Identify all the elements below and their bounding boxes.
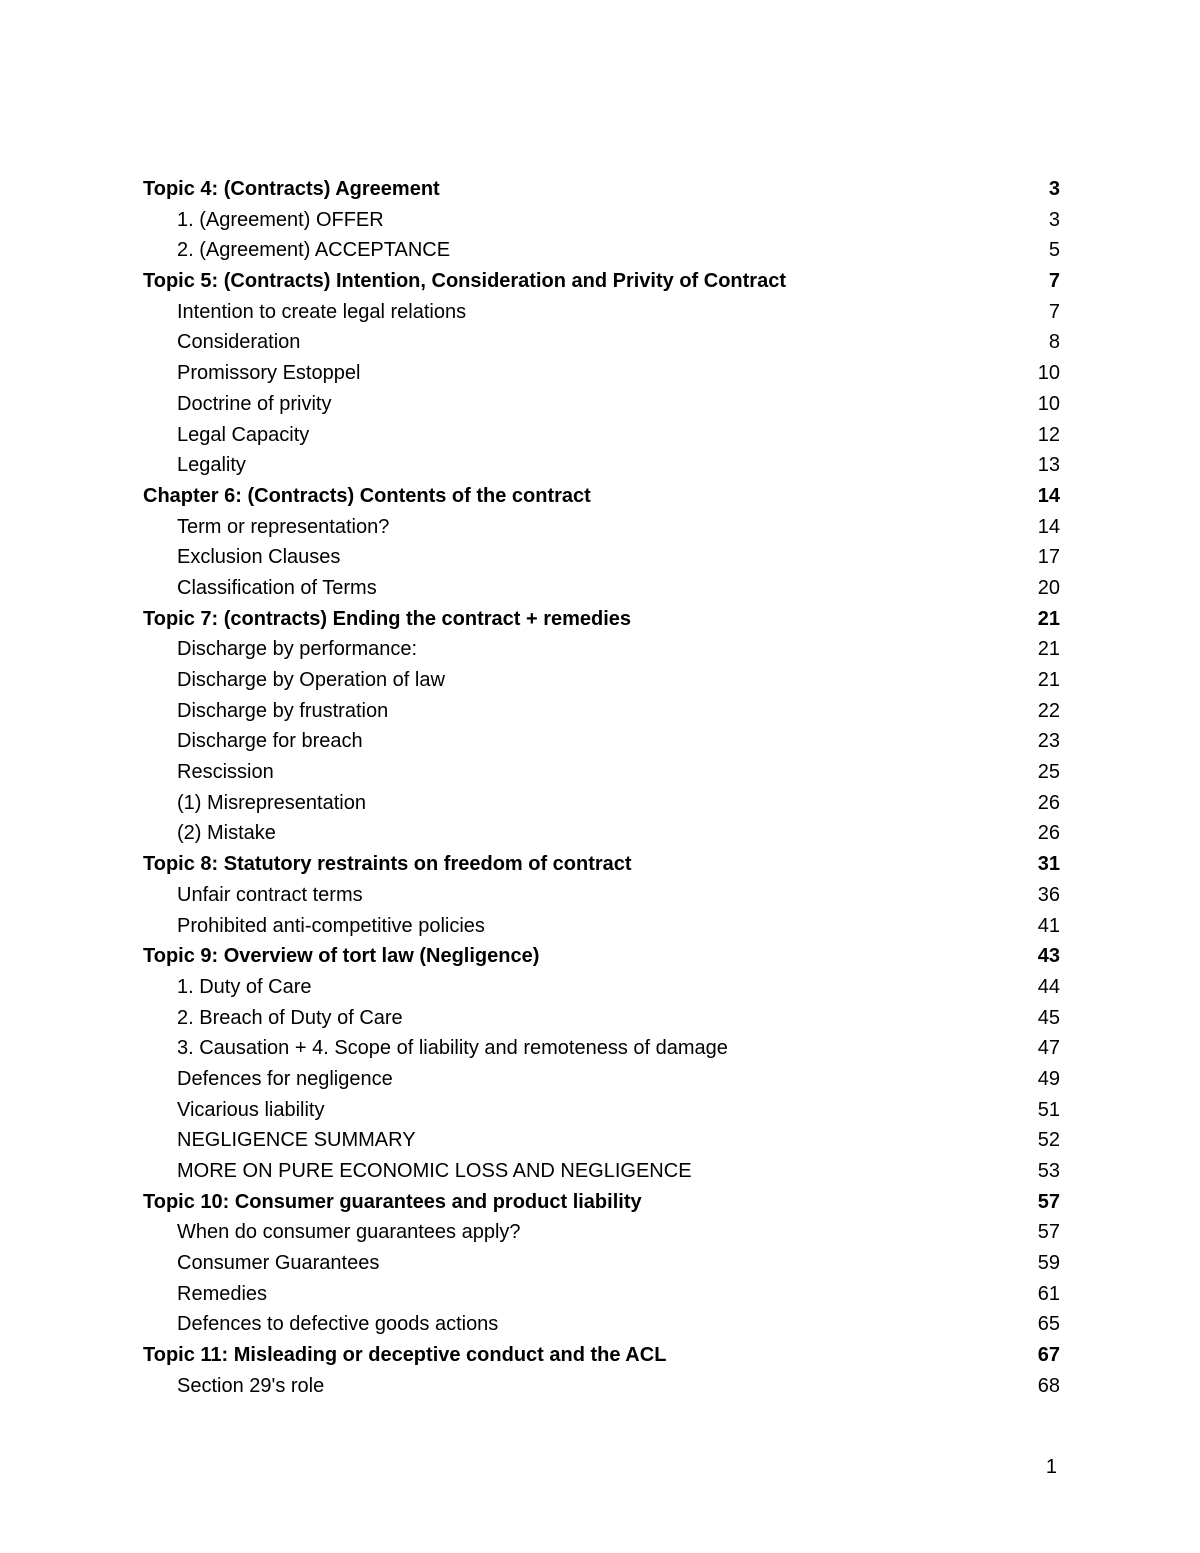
- toc-heading-entry[interactable]: [143, 1187, 1060, 1218]
- toc-entry-title: Intention to create legal relations: [177, 300, 467, 323]
- toc-heading-entry[interactable]: [143, 481, 1060, 512]
- toc-subentry[interactable]: [143, 420, 1060, 451]
- toc-heading-entry[interactable]: [143, 941, 1060, 972]
- toc-subentry[interactable]: [143, 880, 1060, 911]
- toc-subentry[interactable]: [143, 818, 1060, 849]
- toc-entry-title: Discharge by Operation of law: [177, 669, 445, 691]
- toc-entry-page: 17: [1037, 546, 1060, 569]
- toc-subentry[interactable]: [143, 205, 1060, 236]
- toc-subentry[interactable]: [143, 1064, 1060, 1095]
- toc-entry-page: 47: [1037, 1037, 1060, 1060]
- toc-entry-page: 26: [1037, 791, 1060, 814]
- toc-subentry[interactable]: [143, 1217, 1060, 1248]
- toc-entry-page: 45: [1037, 1006, 1060, 1029]
- toc-entry-page: 8: [1048, 331, 1060, 354]
- toc-entry-page: 14: [1037, 515, 1060, 538]
- toc-entry-title: Topic 9: Overview of tort law (Negligence): [143, 945, 540, 968]
- toc-entry-page: 26: [1037, 822, 1060, 845]
- toc-entry-page: 43: [1037, 945, 1060, 968]
- toc-entry-page: 23: [1037, 730, 1060, 753]
- toc-subentry[interactable]: [143, 1033, 1060, 1064]
- toc-entry-page: 36: [1037, 883, 1060, 906]
- toc-entry-title: Topic 8: Statutory restraints on freedom of contract: [143, 853, 632, 876]
- toc-subentry[interactable]: [143, 726, 1060, 757]
- toc-subentry[interactable]: [143, 1371, 1060, 1402]
- toc-entry-page: 13: [1037, 454, 1060, 477]
- toc-entry-page: 57: [1037, 1190, 1060, 1213]
- toc-entry-page: 49: [1037, 1067, 1060, 1090]
- toc-entry-page: 52: [1037, 1129, 1060, 1152]
- toc-entry-title: Topic 10: Consumer guarantees and product liability: [143, 1190, 642, 1213]
- toc-entry-title: Rescission: [177, 761, 274, 784]
- toc-entry-title: Topic 4: (Contracts) Agreement: [143, 178, 440, 200]
- toc-entry-title: (2) Mistake: [177, 822, 276, 845]
- toc-entry-page: 67: [1037, 1344, 1060, 1367]
- toc-subentry[interactable]: [143, 972, 1060, 1003]
- toc-entry-page: 53: [1037, 1160, 1060, 1182]
- toc-entry-title: Remedies: [177, 1282, 268, 1305]
- toc-subentry[interactable]: [143, 634, 1060, 665]
- toc-entry-title: Unfair contract terms: [177, 883, 363, 906]
- toc-entry-title: Chapter 6: (Contracts) Contents of the contract: [143, 484, 591, 507]
- toc-entry-title: Exclusion Clauses: [177, 546, 341, 569]
- toc-subentry[interactable]: [143, 512, 1060, 543]
- toc-entry-page: 14: [1037, 484, 1060, 507]
- toc-entry-title: 2. Breach of Duty of Care: [177, 1006, 403, 1029]
- toc-entry-page: 21: [1037, 638, 1060, 661]
- toc-entry-page: 61: [1037, 1282, 1060, 1305]
- toc-entry-title: Defences to defective goods actions: [177, 1313, 499, 1336]
- toc-subentry[interactable]: [143, 450, 1060, 481]
- toc-heading-entry[interactable]: [143, 604, 1060, 635]
- toc-entry-page: 21: [1037, 607, 1060, 630]
- toc-entry-title: Consumer Guarantees: [177, 1252, 380, 1275]
- toc-entry-title: Section 29's role: [177, 1374, 325, 1397]
- toc-entry-title: 3. Causation + 4. Scope of liability and remoteness of damage: [177, 1037, 728, 1060]
- toc-entry-page: 20: [1037, 576, 1060, 599]
- toc-heading-entry[interactable]: [143, 174, 1060, 205]
- toc-entry-title: Discharge by frustration: [177, 699, 389, 722]
- toc-entry-page: 68: [1037, 1374, 1060, 1397]
- toc-entry-title: (1) Misrepresentation: [177, 791, 366, 814]
- toc-heading-entry[interactable]: [143, 266, 1060, 297]
- toc-subentry[interactable]: [143, 358, 1060, 389]
- toc-subentry[interactable]: [143, 665, 1060, 696]
- toc-subentry[interactable]: [143, 788, 1060, 819]
- toc-subentry[interactable]: [143, 573, 1060, 604]
- toc-subentry[interactable]: [143, 696, 1060, 727]
- toc-entry-title: MORE ON PURE ECONOMIC LOSS AND NEGLIGENCE: [177, 1160, 692, 1182]
- toc-heading-entry[interactable]: [143, 1340, 1060, 1371]
- toc-entry-title: Classification of Terms: [177, 576, 377, 599]
- toc-entry-title: Topic 7: (contracts) Ending the contract + remedies: [143, 607, 632, 630]
- toc-entry-page: 57: [1037, 1221, 1060, 1244]
- toc-entry-title: Vicarious liability: [177, 1098, 325, 1121]
- toc-heading-entry[interactable]: [143, 849, 1060, 880]
- toc-subentry[interactable]: [143, 1125, 1060, 1156]
- toc-subentry[interactable]: [143, 1095, 1060, 1126]
- toc-entry-page: 12: [1037, 423, 1060, 446]
- toc-entry-title: Topic 5: (Contracts) Intention, Consideration and Privity of Contract: [143, 270, 786, 293]
- toc-entry-page: 22: [1037, 699, 1060, 722]
- toc-subentry[interactable]: [143, 542, 1060, 573]
- toc-subentry[interactable]: [143, 911, 1060, 942]
- toc-subentry[interactable]: [143, 757, 1060, 788]
- toc-entry-page: 7: [1048, 300, 1060, 323]
- toc-subentry[interactable]: [143, 1279, 1060, 1310]
- table-of-contents: [143, 174, 1060, 1402]
- toc-subentry[interactable]: [143, 1156, 1060, 1187]
- toc-entry-title: Topic 11: Misleading or deceptive conduct and the ACL: [143, 1344, 667, 1367]
- toc-entry-page: 65: [1037, 1313, 1060, 1336]
- toc-entry-page: 5: [1048, 239, 1060, 262]
- toc-subentry[interactable]: [143, 1309, 1060, 1340]
- toc-subentry[interactable]: [143, 327, 1060, 358]
- toc-entry-page: 59: [1037, 1252, 1060, 1275]
- toc-subentry[interactable]: [143, 297, 1060, 328]
- toc-entry-title: 1. (Agreement) OFFER: [177, 208, 384, 231]
- toc-subentry[interactable]: [143, 1003, 1060, 1034]
- toc-entry-title: When do consumer guarantees apply?: [177, 1221, 521, 1244]
- toc-subentry[interactable]: [143, 235, 1060, 266]
- toc-entry-page: 3: [1048, 178, 1060, 200]
- toc-subentry[interactable]: [143, 389, 1060, 420]
- toc-entry-page: 3: [1048, 208, 1060, 231]
- toc-entry-title: Discharge for breach: [177, 730, 363, 753]
- toc-entry-page: 10: [1037, 392, 1060, 415]
- toc-entry-title: Discharge by performance:: [177, 638, 418, 661]
- toc-entry-title: Consideration: [177, 331, 301, 354]
- toc-entry-title: Legal Capacity: [177, 423, 310, 446]
- toc-entry-page: 7: [1048, 270, 1060, 293]
- toc-entry-page: 21: [1037, 669, 1060, 691]
- toc-entry-title: Legality: [177, 454, 246, 477]
- toc-entry-page: 51: [1037, 1098, 1060, 1121]
- toc-entry-title: Prohibited anti-competitive policies: [177, 914, 485, 937]
- toc-entry-page: 10: [1037, 362, 1060, 385]
- toc-entry-title: NEGLIGENCE SUMMARY: [177, 1129, 416, 1152]
- toc-entry-page: 25: [1037, 761, 1060, 784]
- toc-entry-page: 41: [1037, 914, 1060, 937]
- toc-entry-title: Term or representation?: [177, 515, 390, 538]
- toc-subentry[interactable]: [143, 1248, 1060, 1279]
- toc-entry-title: Promissory Estoppel: [177, 362, 361, 385]
- toc-entry-title: 2. (Agreement) ACCEPTANCE: [177, 239, 451, 262]
- toc-entry-page: 44: [1037, 975, 1060, 998]
- toc-entry-title: Doctrine of privity: [177, 392, 332, 415]
- page-number: 1: [1045, 1456, 1057, 1478]
- toc-entry-title: Defences for negligence: [177, 1067, 393, 1090]
- toc-entry-title: 1. Duty of Care: [177, 975, 312, 998]
- toc-entry-page: 31: [1037, 853, 1060, 876]
